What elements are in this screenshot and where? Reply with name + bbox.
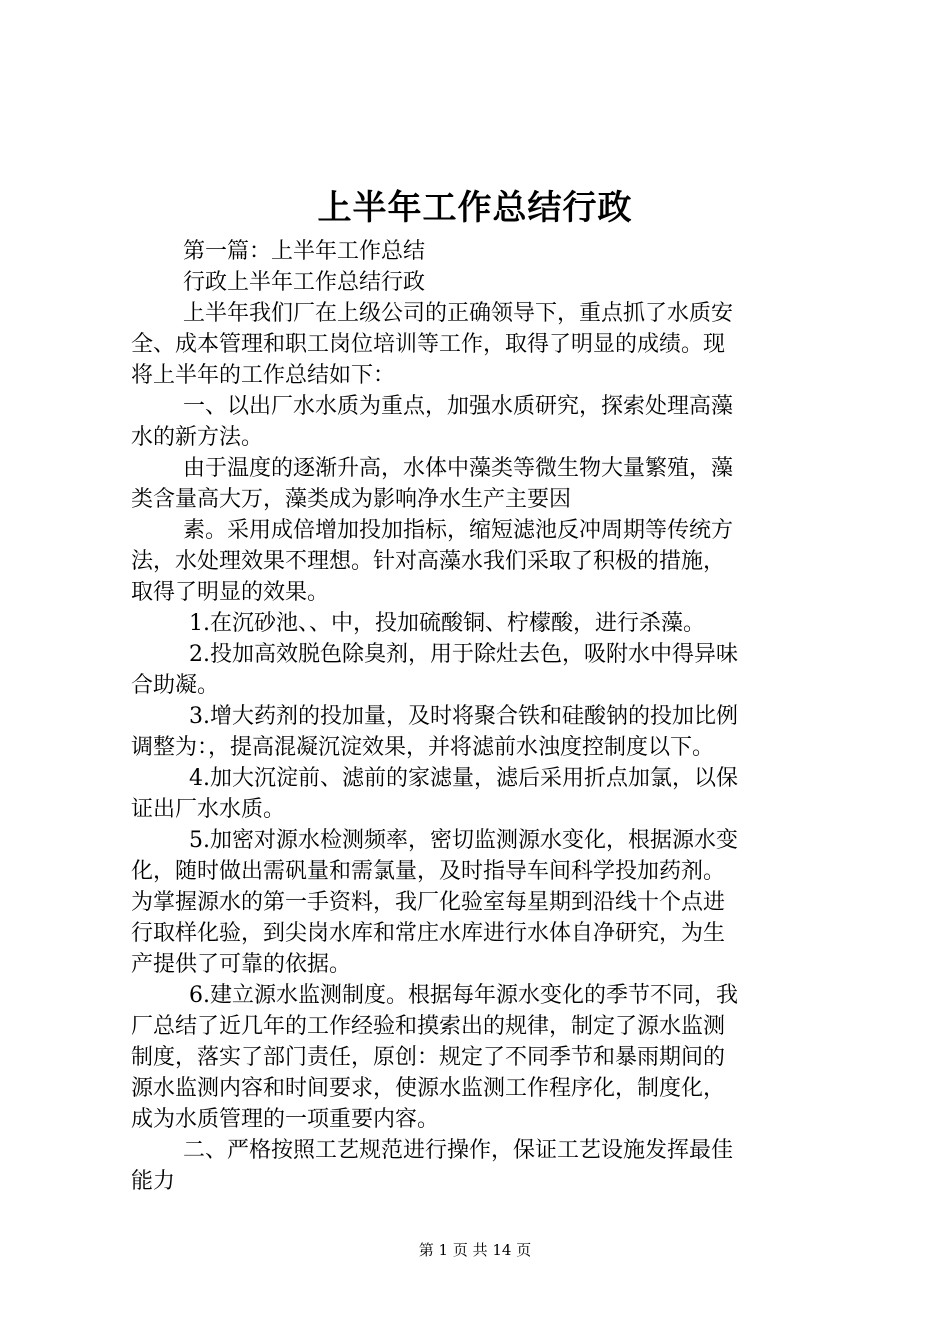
text-line: 3.增大药剂的投加量，及时将聚合铁和硅酸钠的投加比例 xyxy=(189,704,738,729)
text-line: 4.加大沉淀前、滤前的家滤量，滤后采用折点加氯，以保 xyxy=(189,766,738,791)
text-line: 成为水质管理的一项重要内容。 xyxy=(131,1107,440,1132)
text-line: 产提供了可靠的依据。 xyxy=(131,952,352,977)
text-line: 6.建立源水监测制度。根据每年源水变化的季节不同，我 xyxy=(189,983,738,1008)
text-line: 素。采用成倍增加投加指标，缩短滤池反冲周期等传统方 xyxy=(183,518,734,543)
text-line: 法，水处理效果不理想。针对高藻水我们采取了积极的措施， xyxy=(131,549,726,574)
text-line: 行取样化验，到尖岗水库和常庄水库进行水体自净研究，为生 xyxy=(131,921,726,946)
text-line: 厂总结了近几年的工作经验和摸索出的规律，制定了源水监测 xyxy=(131,1014,726,1039)
text-line: 第一篇：上半年工作总结 xyxy=(183,239,426,264)
text-line: 化，随时做出需矾量和需氯量，及时指导车间科学投加药剂。 xyxy=(131,859,726,884)
text-line: 调整为：，提高混凝沉淀效果，并将滤前水浊度控制度以下。 xyxy=(131,735,715,760)
text-line: 行政上半年工作总结行政 xyxy=(183,270,426,295)
document-title: 上半年工作总结行政 xyxy=(317,188,633,228)
page-footer: 第 1 页 共 14 页 xyxy=(418,1241,532,1259)
text-line: 能力 xyxy=(131,1169,176,1194)
text-line: 水的新方法。 xyxy=(131,425,264,450)
text-line: 源水监测内容和时间要求，使源水监测工作程序化，制度化， xyxy=(131,1076,726,1101)
text-line: 制度，落实了部门责任，原创：规定了不同季节和暴雨期间的 xyxy=(131,1045,726,1070)
text-line: 取得了明显的效果。 xyxy=(131,580,330,605)
text-line: 二、严格按照工艺规范进行操作，保证工艺设施发挥最佳 xyxy=(183,1138,734,1163)
text-line: 由于温度的逐渐升高，水体中藻类等微生物大量繁殖，藻 xyxy=(183,456,734,481)
text-line: 将上半年的工作总结如下： xyxy=(131,363,396,388)
text-line: 证出厂水水质。 xyxy=(131,797,286,822)
text-line: 2.投加高效脱色除臭剂，用于除灶去色，吸附水中得异味 xyxy=(189,642,738,667)
text-line: 5.加密对源水检测频率，密切监测源水变化，根据源水变 xyxy=(189,828,738,853)
text-line: 为掌握源水的第一手资料，我厂化验室每星期到沿线十个点进 xyxy=(131,890,726,915)
text-line: 上半年我们厂在上级公司的正确领导下，重点抓了水质安 xyxy=(183,301,734,326)
text-line: 1.在沉砂池、、中，投加硫酸铜、柠檬酸，进行杀藻。 xyxy=(189,611,705,636)
text-line: 一、以出厂水水质为重点，加强水质研究，探索处理高藻 xyxy=(183,394,734,419)
text-line: 合助凝。 xyxy=(131,673,220,698)
document-body xyxy=(131,236,831,1197)
text-line: 类含量高大万，藻类成为影响净水生产主要因 xyxy=(131,487,572,512)
text-line: 全、成本管理和职工岗位培训等工作，取得了明显的成绩。现 xyxy=(131,332,726,357)
